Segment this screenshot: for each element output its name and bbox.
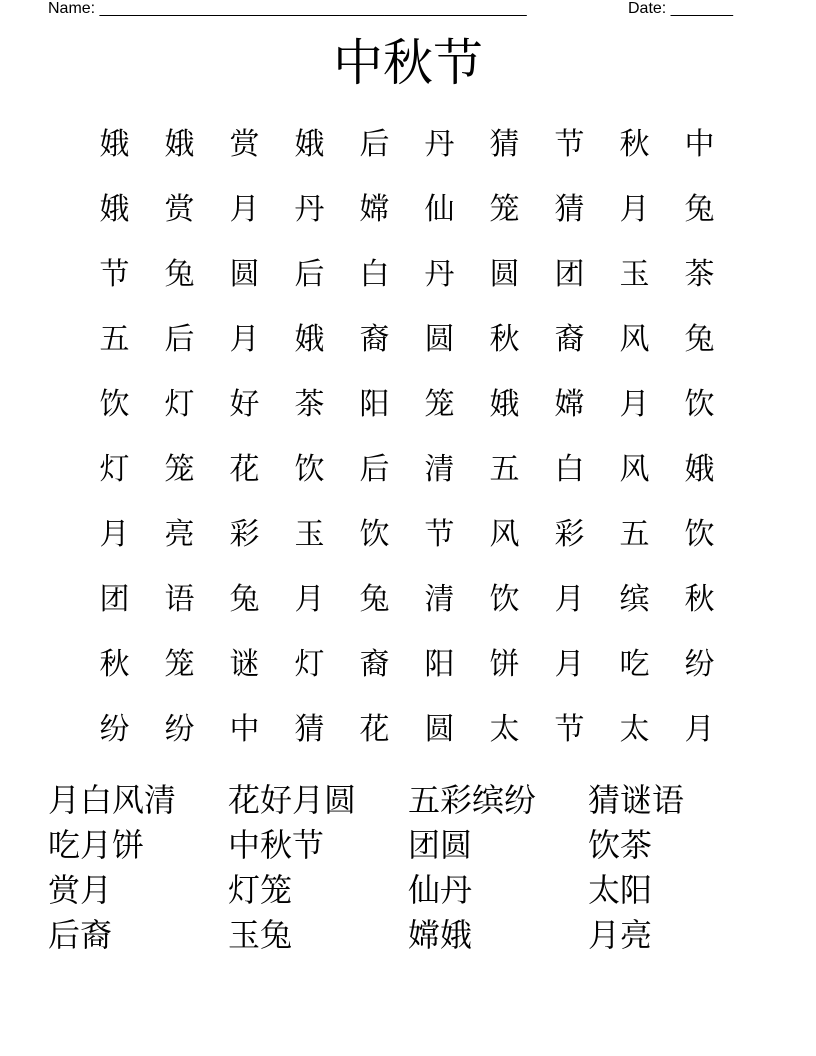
grid-cell: 语: [164, 582, 195, 617]
word-list-item: 玉兔: [228, 916, 293, 954]
grid-cell: 月: [99, 517, 130, 552]
grid-cell: 清: [424, 452, 455, 487]
grid-cell: 月: [229, 192, 260, 227]
grid-cell: 灯: [294, 647, 325, 682]
word-list-item: 饮茶: [588, 826, 653, 864]
grid-cell: 丹: [424, 127, 455, 162]
grid-cell: 兔: [684, 192, 715, 227]
grid-cell: 娥: [164, 127, 195, 162]
grid-cell: 月: [294, 582, 325, 617]
grid-cell: 饮: [684, 517, 715, 552]
grid-cell: 中: [229, 712, 260, 747]
grid-cell: 娥: [99, 127, 130, 162]
grid-cell: 风: [489, 517, 520, 552]
word-list-item: 太阳: [588, 871, 653, 909]
grid-cell: 娥: [294, 127, 325, 162]
grid-cell: 月: [554, 582, 585, 617]
grid-cell: 团: [554, 257, 585, 292]
grid-cell: 玉: [294, 517, 325, 552]
grid-cell: 饮: [294, 452, 325, 487]
grid-cell: 笼: [489, 192, 520, 227]
grid-cell: 秋: [619, 127, 650, 162]
grid-cell: 猜: [554, 192, 585, 227]
grid-cell: 饮: [684, 387, 715, 422]
word-list-item: 仙丹: [408, 871, 473, 909]
grid-cell: 月: [554, 647, 585, 682]
grid-cell: 裔: [359, 322, 390, 357]
grid-cell: 后: [294, 257, 325, 292]
grid-cell: 兔: [164, 257, 195, 292]
word-list-item: 中秋节: [228, 826, 325, 864]
grid-cell: 花: [359, 712, 390, 747]
grid-cell: 茶: [294, 387, 325, 422]
word-list-item: 吃月饼: [48, 826, 145, 864]
grid-cell: 笼: [164, 647, 195, 682]
grid-cell: 纷: [164, 712, 195, 747]
grid-cell: 太: [619, 712, 650, 747]
name-field-label: Name: ________________________________________________: [48, 0, 527, 17]
grid-cell: 饮: [99, 387, 130, 422]
grid-cell: 嫦: [554, 387, 585, 422]
grid-cell: 后: [359, 452, 390, 487]
grid-cell: 圆: [229, 257, 260, 292]
word-list-item: 月白风清: [48, 781, 177, 819]
grid-cell: 后: [359, 127, 390, 162]
grid-cell: 仙: [424, 192, 455, 227]
grid-cell: 月: [229, 322, 260, 357]
grid-cell: 月: [619, 387, 650, 422]
grid-cell: 灯: [164, 387, 195, 422]
grid-cell: 嫦: [359, 192, 390, 227]
word-list-item: 团圆: [408, 826, 473, 864]
grid-cell: 秋: [489, 322, 520, 357]
grid-cell: 玉: [619, 257, 650, 292]
grid-cell: 风: [619, 452, 650, 487]
word-list-item: 猜谜语: [588, 781, 685, 819]
grid-cell: 阳: [359, 387, 390, 422]
grid-cell: 缤: [619, 582, 650, 617]
grid-cell: 笼: [164, 452, 195, 487]
grid-cell: 圆: [489, 257, 520, 292]
grid-cell: 裔: [359, 647, 390, 682]
word-list-item: 五彩缤纷: [408, 781, 537, 819]
grid-cell: 笼: [424, 387, 455, 422]
grid-cell: 后: [164, 322, 195, 357]
grid-cell: 节: [554, 127, 585, 162]
grid-cell: 好: [229, 387, 260, 422]
grid-cell: 节: [99, 257, 130, 292]
grid-cell: 灯: [99, 452, 130, 487]
grid-cell: 节: [424, 517, 455, 552]
grid-cell: 娥: [684, 452, 715, 487]
grid-cell: 月: [684, 712, 715, 747]
grid-cell: 茶: [684, 257, 715, 292]
grid-cell: 猜: [294, 712, 325, 747]
word-list-item: 赏月: [48, 871, 113, 909]
grid-cell: 节: [554, 712, 585, 747]
date-field-label: Date: _______: [628, 0, 733, 17]
grid-cell: 团: [99, 582, 130, 617]
word-search-grid: [82, 112, 732, 762]
grid-cell: 月: [619, 192, 650, 227]
grid-cell: 兔: [359, 582, 390, 617]
grid-cell: 丹: [294, 192, 325, 227]
grid-cell: 兔: [229, 582, 260, 617]
grid-cell: 赏: [229, 127, 260, 162]
word-list-item: 灯笼: [228, 871, 293, 909]
word-list: [48, 778, 768, 958]
grid-cell: 圆: [424, 712, 455, 747]
grid-cell: 丹: [424, 257, 455, 292]
grid-cell: 秋: [684, 582, 715, 617]
grid-cell: 亮: [164, 517, 195, 552]
grid-cell: 花: [229, 452, 260, 487]
grid-cell: 阳: [424, 647, 455, 682]
grid-cell: 饼: [489, 647, 520, 682]
grid-cell: 白: [554, 452, 585, 487]
grid-cell: 赏: [164, 192, 195, 227]
word-list-item: 后裔: [48, 916, 113, 954]
grid-cell: 饮: [359, 517, 390, 552]
grid-cell: 圆: [424, 322, 455, 357]
header-line: [48, 0, 748, 20]
grid-cell: 五: [99, 322, 130, 357]
grid-cell: 五: [619, 517, 650, 552]
grid-cell: 饮: [489, 582, 520, 617]
grid-cell: 彩: [229, 517, 260, 552]
grid-cell: 纷: [684, 647, 715, 682]
grid-cell: 娥: [489, 387, 520, 422]
grid-cell: 裔: [554, 322, 585, 357]
grid-cell: 猜: [489, 127, 520, 162]
word-list-item: 花好月圆: [228, 781, 357, 819]
grid-cell: 兔: [684, 322, 715, 357]
grid-cell: 娥: [99, 192, 130, 227]
grid-cell: 吃: [619, 647, 650, 682]
grid-cell: 中: [684, 127, 715, 162]
word-list-item: 嫦娥: [408, 916, 473, 954]
grid-cell: 秋: [99, 647, 130, 682]
word-list-item: 月亮: [588, 916, 653, 954]
grid-cell: 风: [619, 322, 650, 357]
grid-cell: 太: [489, 712, 520, 747]
grid-cell: 纷: [99, 712, 130, 747]
grid-cell: 白: [359, 257, 390, 292]
grid-cell: 谜: [229, 647, 260, 682]
grid-cell: 五: [489, 452, 520, 487]
page-title: 中秋节: [333, 34, 483, 92]
grid-cell: 清: [424, 582, 455, 617]
grid-cell: 彩: [554, 517, 585, 552]
grid-cell: 娥: [294, 322, 325, 357]
